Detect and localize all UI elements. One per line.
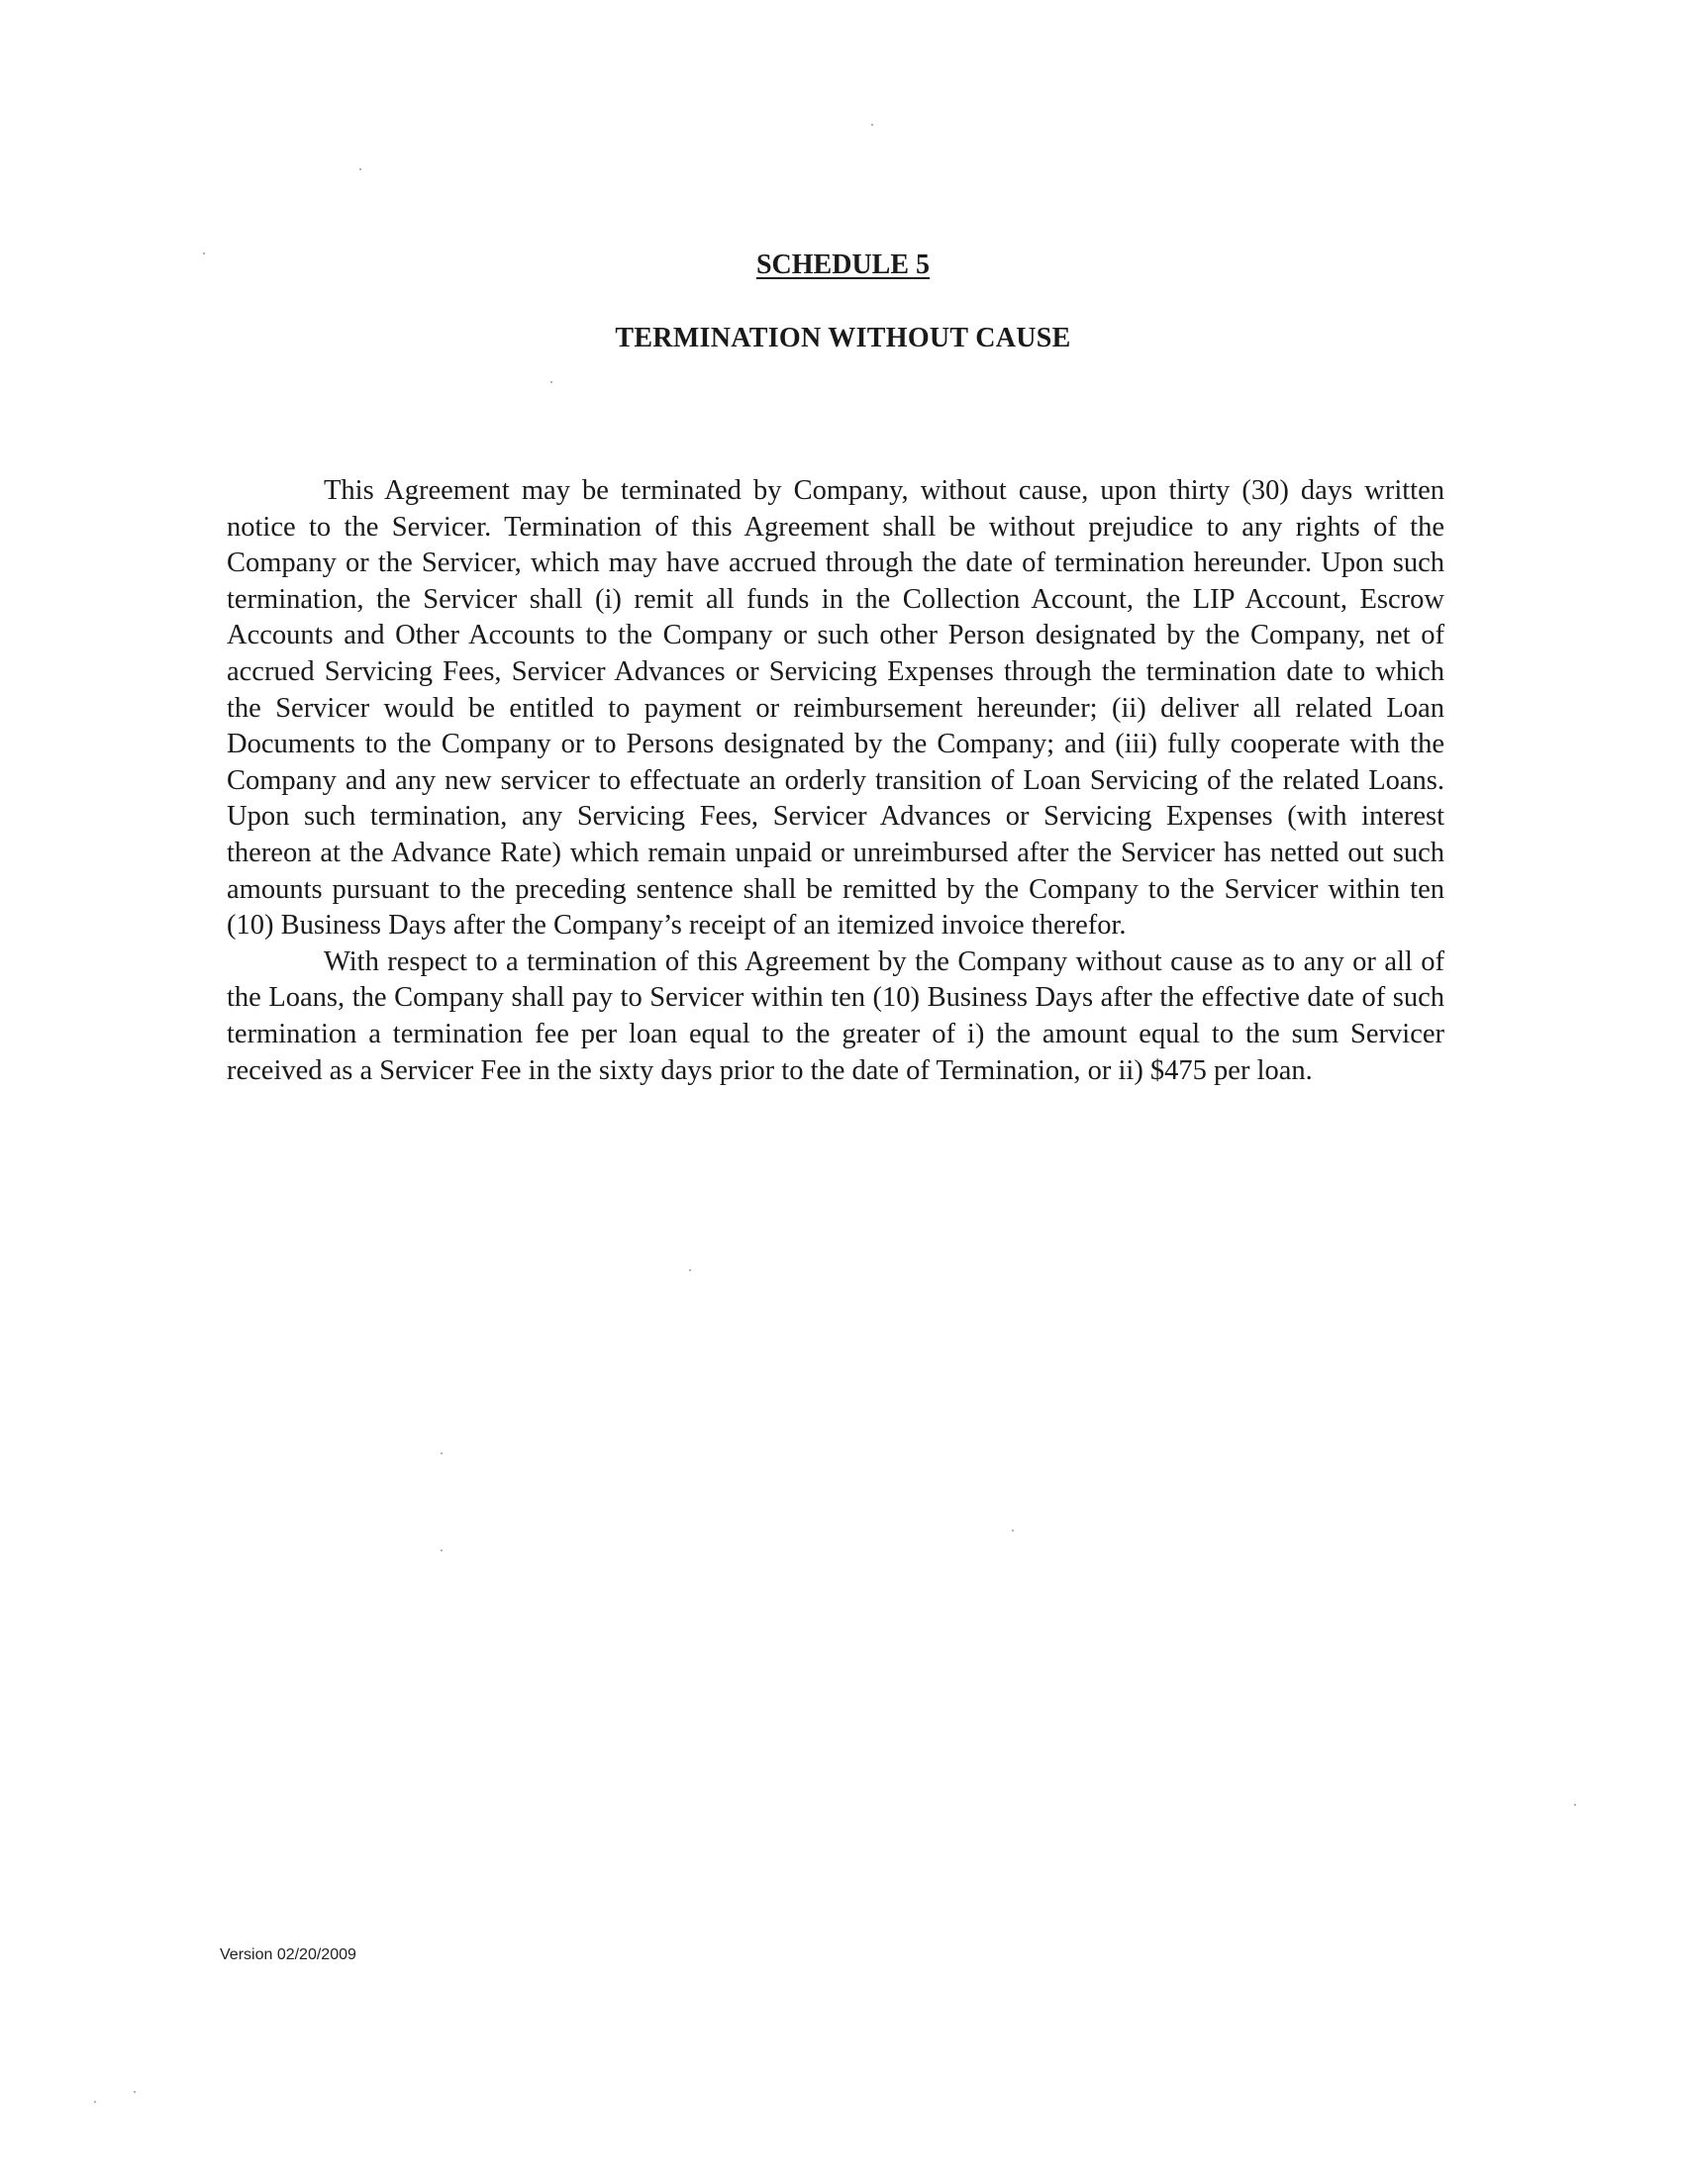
scan-speck <box>689 1269 691 1271</box>
scan-speck <box>441 1549 443 1551</box>
scan-speck <box>1574 1804 1576 1806</box>
footer-version: Version 02/20/2009 <box>220 1946 356 1963</box>
scan-speck <box>203 252 205 254</box>
scan-speck <box>134 2091 136 2093</box>
paragraph-termination-notice: This Agreement may be terminated by Company, without cause, upon thirty (30) days written notice to the Servicer. Termination of this Agreement shall be without prejudice to any rights of the Company or the Servicer, which may have accrued through the date of termination hereunder. Upon such termination, the Servicer shall (i) remit all funds in the Collection Account, the LIP Account, Escrow Accounts and Other Accounts to the Company or such other Person designated by the Company, net of accrued Servicing Fees, Servicer Advances or Servicing Expenses through the termination date to which the Servicer would be entitled to payment or reimbursement hereunder; (ii) deliver all related Loan Documents to the Company or to Persons designated by the Company; and (iii) fully cooperate with the Company and any new servicer to effectuate an orderly transition of Loan Servicing of the related Loans. Upon such termination, any Servicing Fees, Servicer Advances or Servicing Expenses (with interest thereon at the Advance Rate) which remain unpaid or unreimbursed after the Servicer has netted out such amounts pursuant to the preceding sentence shall be remitted by the Company to the Servicer within ten (10) Business Days after the Company’s receipt of an itemized invoice therefor. <box>227 475 1444 942</box>
scan-speck <box>441 1452 443 1454</box>
scan-speck <box>550 381 552 383</box>
schedule-heading <box>0 249 1686 281</box>
paragraph-termination-fee: With respect to a termination of this Agreement by the Company without cause as to any or all of the Loans, the Company shall pay to Servicer within ten (10) Business Days after the effective date of such termination a termination fee per loan equal to the greater of i) the amount equal to the sum Servicer received as a Servicer Fee in the sixty days prior to the date of Termination, or ii) $475 per loan. <box>227 945 1444 1086</box>
document-title: TERMINATION WITHOUT CAUSE <box>615 323 1071 353</box>
schedule-heading-text: SCHEDULE 5 <box>755 249 931 280</box>
scan-speck <box>94 2101 96 2103</box>
document-body <box>227 473 1444 1089</box>
scan-speck <box>871 124 873 126</box>
scan-speck <box>1012 1530 1014 1532</box>
scan-speck <box>359 168 361 170</box>
